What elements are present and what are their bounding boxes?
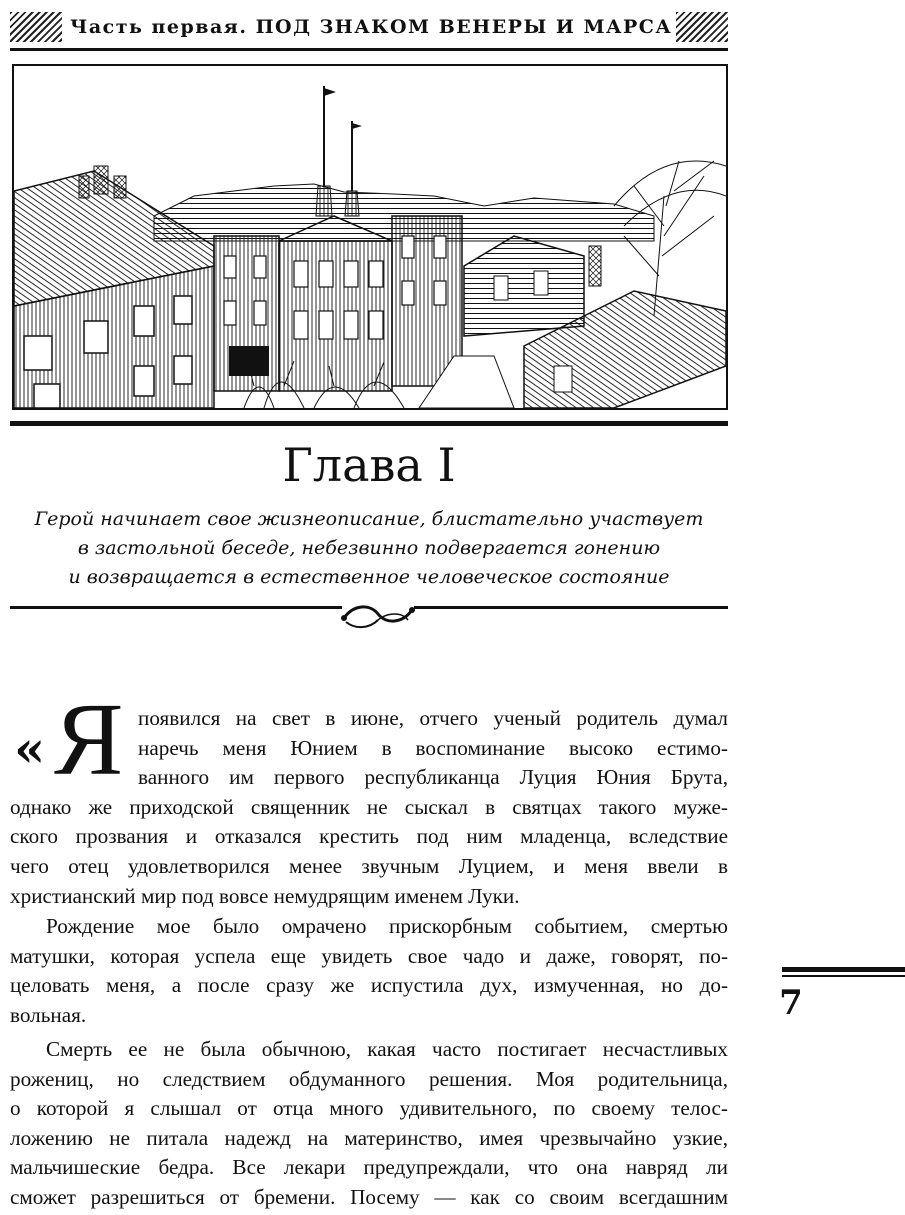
drop-cap-letter: Я [54, 682, 124, 797]
text-line: христианский мир под вовсе немудрящим именем Луки. [10, 883, 520, 908]
header-part-title: ПОД ЗНАКОМ ВЕНЕРЫ И МАРСА [255, 16, 673, 38]
text-line: чего отец удовлетворился менее звучным Луцием, и меня ввели в [10, 853, 728, 878]
paragraph-3 [10, 1035, 728, 1213]
text-line: однако же приходской священник не сыскал в святцах такого муже- [10, 794, 728, 819]
text-line: ложению не питала надежд на материнство, имея чрезвычайно узкие, [10, 1125, 728, 1150]
text-line: ского прозвания и отказался крестить под ним младенца, вследствие [10, 824, 728, 849]
text-line: Рождение мое было омрачено прискорбным событием, смертью [46, 914, 728, 938]
top-rule [10, 421, 728, 426]
header-hatch-left [10, 12, 62, 42]
ornament-flourish-icon [336, 598, 420, 634]
subtitle-line: и возвращается в естественное человеческое состояние [68, 566, 670, 588]
header-rule [10, 48, 728, 51]
paragraph-1 [10, 704, 728, 911]
paragraph-2 [10, 912, 728, 1030]
page-number: 7 [779, 983, 803, 1023]
text-line: сможет разрешиться от бремени. Посему — как со своим всегдашним [10, 1184, 728, 1209]
text-line: о которой я слышал от отца много удивительного, по своему телос- [10, 1096, 728, 1121]
text-line: появился на свет в июне, отчего ученый родитель думал [138, 706, 728, 730]
text-line: целовать меня, а после сразу же испустила дух, измученная, но до- [10, 973, 728, 998]
text-line: рожениц, но следствием обдуманного решения. Моя родительница, [10, 1066, 728, 1091]
drop-cap-quote: « [14, 719, 46, 778]
text-line: наречь меня Юнием в воспоминание высоко естимо- [138, 735, 728, 760]
text-line: мальчишеские бедра. Все лекари предупреждали, что она навряд ли [10, 1155, 728, 1180]
text-line: матушки, которая успела еще увидеть свое чадо и даже, говорят, по- [10, 943, 728, 968]
chapter-title: Глава I [282, 438, 456, 492]
header-hatch-right [676, 12, 728, 42]
page-number-rule [782, 967, 905, 972]
running-header [10, 6, 728, 48]
text-line: ванного им первого республиканца Луция Юния Брута, [138, 765, 728, 790]
cityscape-illustration [12, 64, 728, 410]
subtitle-line: Герой начинает свое жизнеописание, блистательно участвует [34, 508, 704, 530]
text-line: вольная. [10, 1002, 87, 1027]
subtitle-line: в застольной беседе, небезвинно подвергается гонению [77, 537, 661, 559]
page-number-rule-thin [782, 975, 905, 977]
header-part: Часть первая. [70, 16, 248, 38]
chapter-subtitle [20, 505, 718, 592]
text-line: Смерть ее не была обычною, какая часто постигает несчастливых [46, 1037, 728, 1061]
header-title [70, 10, 673, 44]
